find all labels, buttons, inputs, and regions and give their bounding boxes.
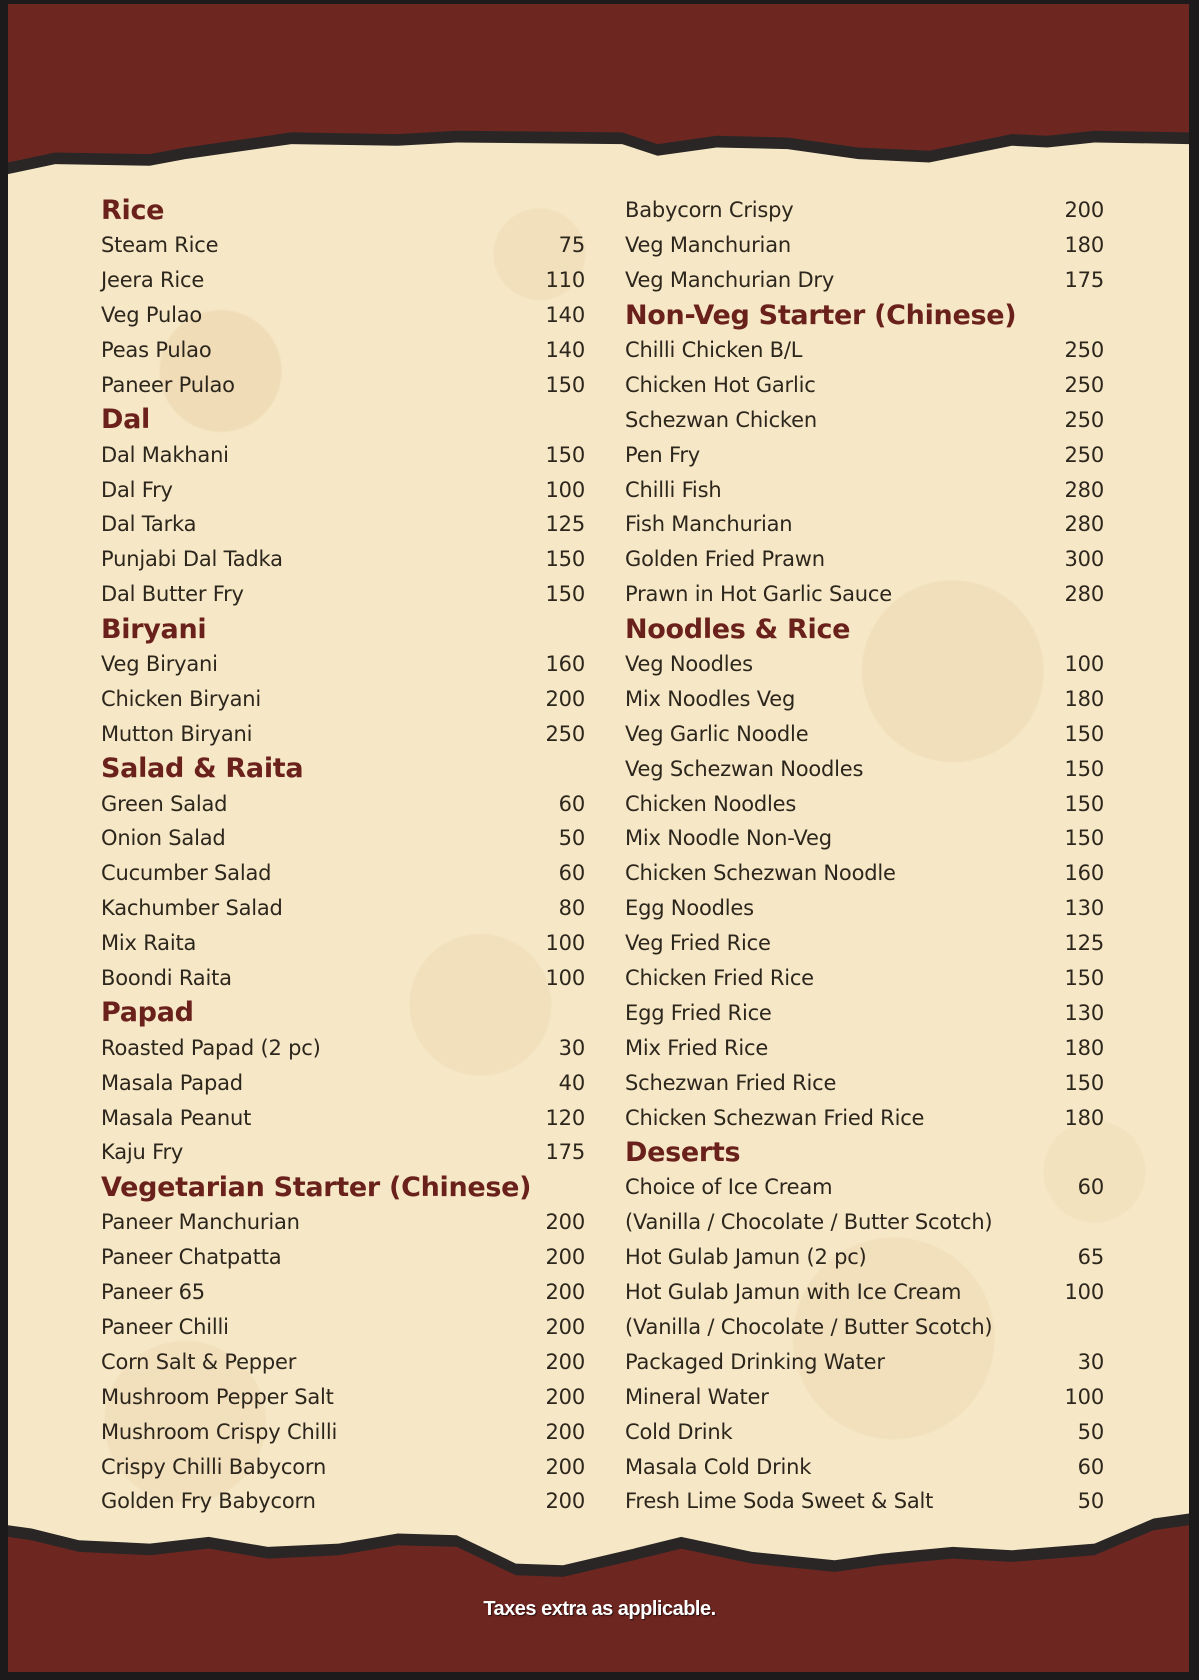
menu-item [101,926,585,961]
menu-item-price: 75 [558,233,585,258]
menu-item-price: 110 [545,268,585,293]
right-menu-column [625,193,1104,1519]
section-heading [101,402,585,437]
section-heading [101,995,585,1030]
menu-item-name: Corn Salt & Pepper [101,1349,297,1374]
menu-item-price: 200 [545,1489,585,1514]
menu-item-name: Prawn in Hot Garlic Sauce [625,582,892,607]
menu-item [101,1030,585,1065]
menu-item [101,786,585,821]
menu-item-name: Dal Tarka [101,512,197,537]
section-heading [625,612,1104,647]
menu-item-name: Mushroom Crispy Chilli [101,1419,338,1444]
menu-item-name: Paneer Pulao [101,372,235,397]
section-heading-label: Biryani [101,613,207,645]
menu-item-price: 50 [1077,1419,1104,1444]
menu-item-name: Chilli Fish [625,477,722,502]
menu-item [101,821,585,856]
menu-item-name: Boondi Raita [101,966,232,991]
menu-item-price: 150 [1064,721,1104,746]
menu-item-price: 50 [558,826,585,851]
menu-item-name: Dal Butter Fry [101,582,244,607]
menu-item [101,1310,585,1345]
menu-item-name: Kaju Fry [101,1140,184,1165]
menu-item-price: 150 [1064,826,1104,851]
menu-item-price: 200 [545,1314,585,1339]
menu-item [625,1030,1104,1065]
menu-item-price: 200 [545,1280,585,1305]
menu-item-price: 175 [1064,268,1104,293]
menu-item [101,1449,585,1484]
menu-item [625,577,1104,612]
menu-item-price: 150 [1064,791,1104,816]
section-heading [101,751,585,786]
menu-item-price: 280 [1064,477,1104,502]
menu-item [625,1205,1104,1240]
menu-item-name: Masala Cold Drink [625,1454,812,1479]
menu-item-name: Masala Peanut [101,1105,252,1130]
menu-item-price: 150 [1064,756,1104,781]
menu-item [625,333,1104,368]
menu-item [625,472,1104,507]
left-menu-column [101,193,585,1519]
section-heading [101,1170,585,1205]
menu-page [8,4,1189,1672]
menu-item-name: Roasted Papad (2 pc) [101,1035,321,1060]
menu-item-name: Schezwan Fried Rice [625,1070,837,1095]
menu-item-name: Veg Pulao [101,303,203,328]
menu-item-price: 125 [1064,931,1104,956]
menu-item [625,1310,1104,1345]
menu-item-name: Paneer Manchurian [101,1210,300,1235]
menu-item-price: 200 [545,1419,585,1444]
menu-item [101,647,585,682]
section-heading-label: Vegetarian Starter (Chinese) [101,1171,532,1203]
menu-item-price: 200 [545,1349,585,1374]
menu-item-name: Golden Fry Babycorn [101,1489,316,1514]
menu-item-name: (Vanilla / Chocolate / Butter Scotch) [625,1314,993,1339]
section-heading-label: Noodles & Rice [625,613,851,645]
menu-item-name: Kachumber Salad [101,896,283,921]
menu-item-price: 150 [545,372,585,397]
menu-item-name: Mineral Water [625,1384,769,1409]
menu-item-price: 150 [545,442,585,467]
menu-item [625,891,1104,926]
menu-item [625,1065,1104,1100]
menu-item-price: 130 [1064,896,1104,921]
menu-item-price: 180 [1064,233,1104,258]
menu-item [625,193,1104,228]
section-heading-label: Rice [101,194,165,226]
menu-item-price: 100 [1064,652,1104,677]
menu-item [101,437,585,472]
menu-item-price: 180 [1064,686,1104,711]
menu-item [101,1240,585,1275]
menu-item [101,263,585,298]
menu-item-name: Veg Schezwan Noodles [625,756,864,781]
menu-item-name: Chicken Schezwan Fried Rice [625,1105,925,1130]
menu-item-price: 280 [1064,512,1104,537]
menu-item-price: 200 [545,1454,585,1479]
menu-item [101,542,585,577]
menu-item-name: Veg Garlic Noodle [625,721,809,746]
menu-item-name: Mix Noodles Veg [625,686,796,711]
menu-item-price: 180 [1064,1105,1104,1130]
menu-item [625,1275,1104,1310]
menu-item [101,716,585,751]
section-heading-label: Deserts [625,1136,741,1168]
menu-item-name: Mix Noodle Non-Veg [625,826,832,851]
menu-item-name: Veg Manchurian [625,233,791,258]
menu-item-price: 150 [1064,1070,1104,1095]
menu-item [625,1170,1104,1205]
section-heading-label: Salad & Raita [101,753,304,785]
menu-item-name: Chicken Biryani [101,686,261,711]
menu-item-name: Veg Fried Rice [625,931,771,956]
menu-item [625,1484,1104,1519]
menu-item-price: 100 [545,931,585,956]
menu-item [625,961,1104,996]
section-heading [101,612,585,647]
menu-item [101,1205,585,1240]
menu-item-name: Green Salad [101,791,228,816]
menu-item [101,507,585,542]
menu-item [625,786,1104,821]
menu-item-price: 250 [1064,442,1104,467]
section-heading [625,298,1104,333]
menu-item-name: Veg Biryani [101,652,218,677]
menu-item-name: Dal Fry [101,477,173,502]
section-heading-label: Non-Veg Starter (Chinese) [625,299,1017,331]
menu-item-name: Hot Gulab Jamun (2 pc) [625,1245,867,1270]
menu-item-price: 65 [1077,1245,1104,1270]
menu-item-name: Babycorn Crispy [625,198,794,223]
menu-item-price: 200 [545,686,585,711]
menu-item-name: Mix Fried Rice [625,1035,769,1060]
menu-item-price: 150 [1064,966,1104,991]
menu-item-name: Golden Fried Prawn [625,547,825,572]
menu-item [101,1065,585,1100]
menu-item-price: 80 [558,896,585,921]
menu-item [625,228,1104,263]
menu-item-name: Paneer Chilli [101,1314,229,1339]
menu-item [625,751,1104,786]
menu-item-name: Dal Makhani [101,442,229,467]
menu-item-price: 250 [1064,372,1104,397]
menu-item-price: 160 [545,652,585,677]
menu-item-name: Crispy Chilli Babycorn [101,1454,327,1479]
menu-item-price: 200 [1064,198,1104,223]
menu-item-name: Mix Raita [101,931,197,956]
menu-item [625,367,1104,402]
menu-item-name: Jeera Rice [101,268,205,293]
menu-item [101,891,585,926]
menu-item-name: Punjabi Dal Tadka [101,547,283,572]
menu-item [101,856,585,891]
menu-item-name: Fish Manchurian [625,512,793,537]
menu-item [101,298,585,333]
menu-item-price: 60 [558,861,585,886]
menu-item-name: Veg Manchurian Dry [625,268,835,293]
menu-item-price: 120 [545,1105,585,1130]
menu-item-price: 150 [545,547,585,572]
menu-item [101,1275,585,1310]
menu-item-name: Hot Gulab Jamun with Ice Cream [625,1280,962,1305]
menu-item-name: Mushroom Pepper Salt [101,1384,334,1409]
menu-item-price: 140 [545,338,585,362]
menu-item [625,995,1104,1030]
menu-item [101,228,585,263]
taxes-note: Taxes extra as applicable. [483,1598,716,1620]
menu-item [625,1414,1104,1449]
menu-item-price: 280 [1064,582,1104,607]
menu-item-name: Cucumber Salad [101,861,272,886]
menu-item-price: 250 [1064,407,1104,432]
section-heading [625,1135,1104,1170]
menu-item [101,472,585,507]
menu-item-name: Choice of Ice Cream [625,1175,833,1200]
menu-item-price: 200 [545,1245,585,1270]
menu-item [625,507,1104,542]
menu-item-name: Chicken Hot Garlic [625,372,816,397]
menu-item [101,367,585,402]
menu-item [625,681,1104,716]
menu-item [101,577,585,612]
menu-item [625,542,1104,577]
menu-item-price: 300 [1064,547,1104,572]
menu-item-price: 30 [1077,1349,1104,1374]
menu-item [625,1240,1104,1275]
menu-item-price: 60 [1077,1175,1104,1200]
menu-item [625,1100,1104,1135]
menu-item-name: Masala Papad [101,1070,243,1095]
menu-item-name: Veg Noodles [625,652,753,677]
menu-item-name: Fresh Lime Soda Sweet & Salt [625,1489,934,1514]
menu-item-price: 250 [1064,338,1104,362]
menu-item-name: Chilli Chicken B/L [625,338,803,362]
menu-item [101,1484,585,1519]
menu-item-price: 250 [545,721,585,746]
menu-item [625,856,1104,891]
menu-item-price: 200 [545,1384,585,1409]
menu-item [101,1100,585,1135]
menu-item-name: Chicken Fried Rice [625,966,814,991]
menu-item-price: 130 [1064,1000,1104,1025]
menu-item-name: Egg Noodles [625,896,754,921]
menu-item-price: 100 [1064,1280,1104,1305]
menu-item-name: Peas Pulao [101,338,212,362]
menu-item [625,1379,1104,1414]
menu-item-price: 150 [545,582,585,607]
menu-item-price: 100 [1064,1384,1104,1409]
menu-item-name: Chicken Schezwan Noodle [625,861,896,886]
menu-item [625,926,1104,961]
section-heading [101,193,585,228]
menu-item [101,1379,585,1414]
menu-item [101,1414,585,1449]
menu-item-price: 160 [1064,861,1104,886]
menu-item-name: Onion Salad [101,826,226,851]
menu-item [625,402,1104,437]
menu-item [101,681,585,716]
menu-item [101,1344,585,1379]
menu-item-name: Egg Fried Rice [625,1000,772,1025]
menu-item-price: 50 [1077,1489,1104,1514]
menu-item-price: 125 [545,512,585,537]
section-heading-label: Dal [101,404,150,436]
menu-item-price: 30 [558,1035,585,1060]
menu-item [625,716,1104,751]
menu-item-name: Steam Rice [101,233,219,258]
menu-item [101,961,585,996]
menu-item-name: Paneer 65 [101,1280,205,1305]
menu-item-name: Schezwan Chicken [625,407,817,432]
menu-item-name: Packaged Drinking Water [625,1349,885,1374]
menu-item-price: 140 [545,303,585,328]
menu-item-price: 100 [545,966,585,991]
menu-item [101,1135,585,1170]
menu-item-price: 40 [558,1070,585,1095]
menu-item [625,821,1104,856]
menu-item-price: 180 [1064,1035,1104,1060]
menu-item-name: Pen Fry [625,442,701,467]
section-heading-label: Papad [101,997,194,1029]
menu-item [625,1344,1104,1379]
menu-item [625,647,1104,682]
menu-item-price: 175 [545,1140,585,1165]
menu-item-price: 60 [1077,1454,1104,1479]
menu-item-name: Mutton Biryani [101,721,253,746]
menu-item-name: Paneer Chatpatta [101,1245,282,1270]
menu-item [625,437,1104,472]
menu-item [101,333,585,368]
menu-item [625,263,1104,298]
menu-item-price: 60 [558,791,585,816]
menu-item-name: Cold Drink [625,1419,733,1444]
menu-item-price: 200 [545,1210,585,1235]
menu-item-name: Chicken Noodles [625,791,797,816]
menu-item-name: (Vanilla / Chocolate / Butter Scotch) [625,1210,993,1235]
menu-item [625,1449,1104,1484]
menu-item-price: 100 [545,477,585,502]
